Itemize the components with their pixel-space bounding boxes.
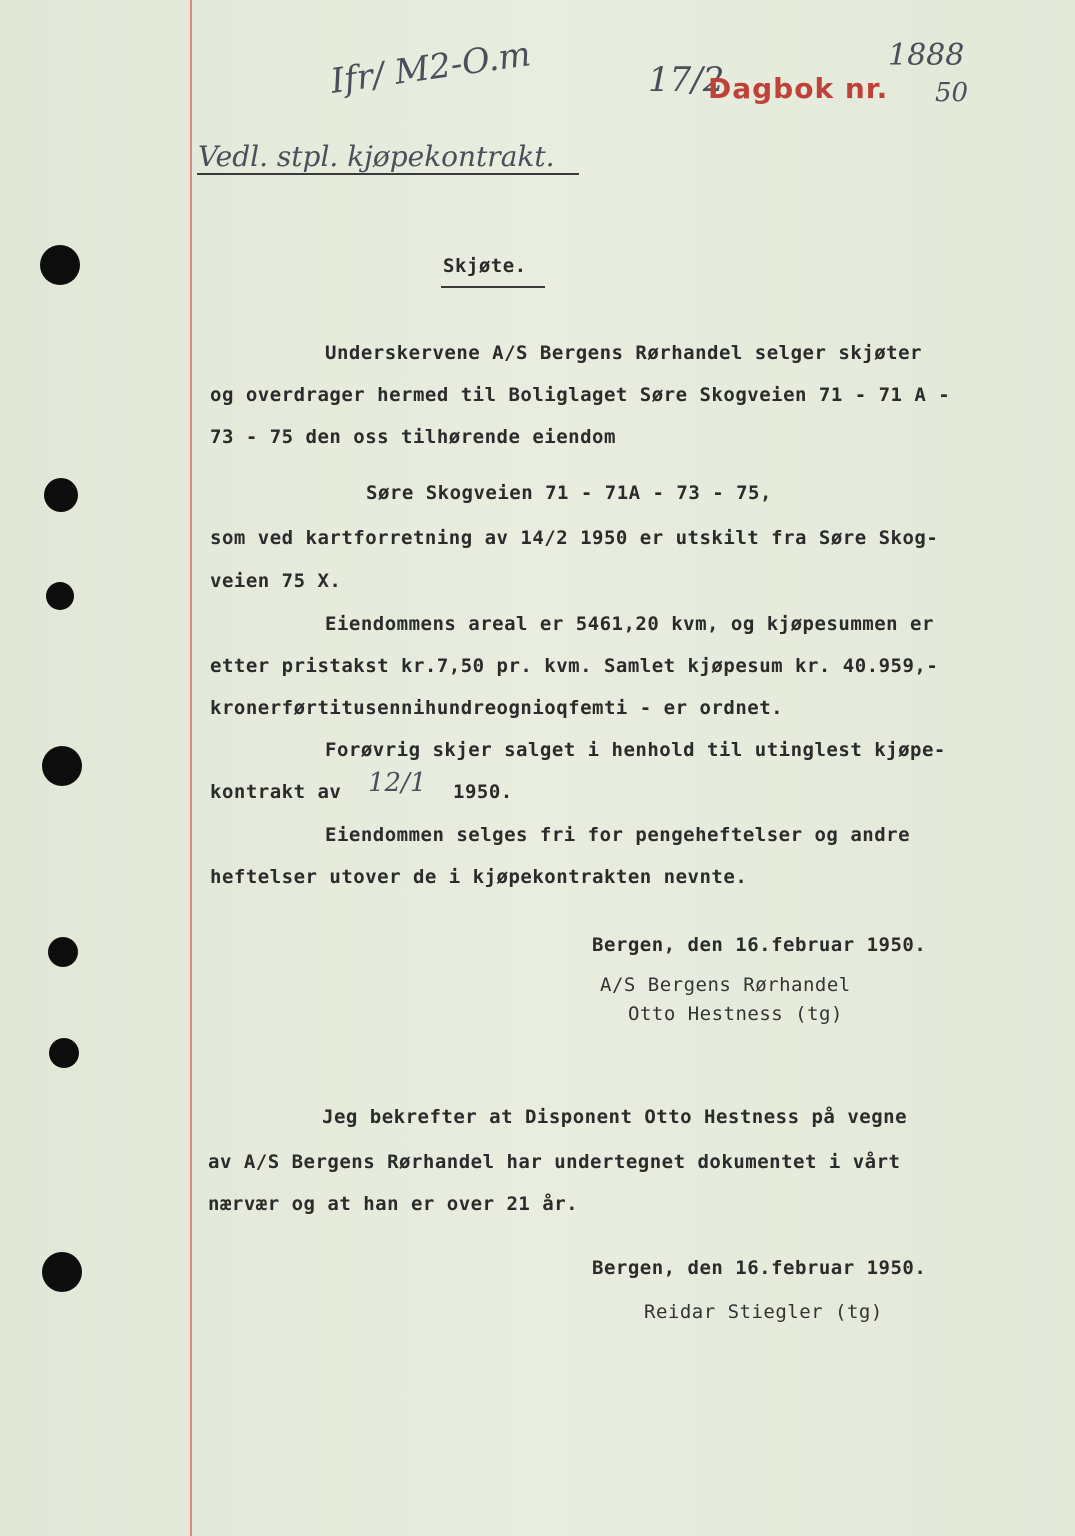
punch-hole (42, 746, 82, 786)
document-title: Skjøte. (443, 255, 527, 277)
body-line: og overdrager hermed til Boliglaget Søre Skogveien 71 - 71 A - (210, 384, 951, 406)
confirmation-line: nærvær og at han er over 21 år. (208, 1193, 579, 1215)
signature-company: A/S Bergens Rørhandel (600, 974, 851, 996)
handwritten-year: 50 (935, 78, 969, 108)
signature-name: Otto Hestness (tg) (628, 1003, 843, 1025)
handwritten-contract-date: 12/1 (368, 768, 427, 798)
body-line: 1950. (453, 781, 513, 803)
handwritten-entry-number: 1888 (888, 38, 965, 73)
handwritten-reference: Ifr/ M2-O.m (328, 34, 534, 102)
punch-hole (46, 582, 74, 610)
property-line: Søre Skogveien 71 - 71A - 73 - 75, (366, 482, 772, 504)
punch-hole (49, 1038, 79, 1068)
confirmation-line: Jeg bekrefter at Disponent Otto Hestness på vegne (322, 1106, 908, 1128)
body-line: Eiendommens areal er 5461,20 kvm, og kjøpesummen er (325, 613, 934, 635)
attachment-note-underline (197, 173, 579, 175)
handwritten-date: 17/2 (648, 60, 725, 100)
body-line: heftelser utover de i kjøpekontrakten nevnte. (210, 866, 748, 888)
punch-hole (48, 937, 78, 967)
body-line: som ved kartforretning av 14/2 1950 er utskilt fra Søre Skog- (210, 527, 939, 549)
body-line: Forøvrig skjer salget i henhold til utinglest kjøpe- (325, 739, 946, 761)
confirmation-line: av A/S Bergens Rørhandel har undertegnet dokumentet i vårt (208, 1151, 901, 1173)
title-underline (441, 286, 545, 288)
body-line: kronerførtitusennihundreognioqfemti - er ordnet. (210, 697, 784, 719)
punch-hole (42, 1252, 82, 1292)
dagbok-stamp: Dagbok nr. (708, 72, 889, 105)
signature-place-date: Bergen, den 16.februar 1950. (592, 934, 927, 956)
red-margin-line (190, 0, 192, 1536)
handwritten-attachment-note: Vedl. stpl. kjøpekontrakt. (198, 140, 555, 173)
body-line: kontrakt av (210, 781, 342, 803)
body-line: Eiendommen selges fri for pengeheftelser og andre (325, 824, 911, 846)
signature-place-date: Bergen, den 16.februar 1950. (592, 1257, 927, 1279)
body-line: veien 75 X. (210, 570, 342, 592)
body-line: etter pristakst kr.7,50 pr. kvm. Samlet kjøpesum kr. 40.959,- (210, 655, 939, 677)
punch-hole (40, 245, 80, 285)
punch-hole (44, 478, 78, 512)
body-line: 73 - 75 den oss tilhørende eiendom (210, 426, 616, 448)
signature-name: Reidar Stiegler (tg) (644, 1301, 883, 1323)
body-line: Underskervene A/S Bergens Rørhandel selger skjøter (325, 342, 922, 364)
